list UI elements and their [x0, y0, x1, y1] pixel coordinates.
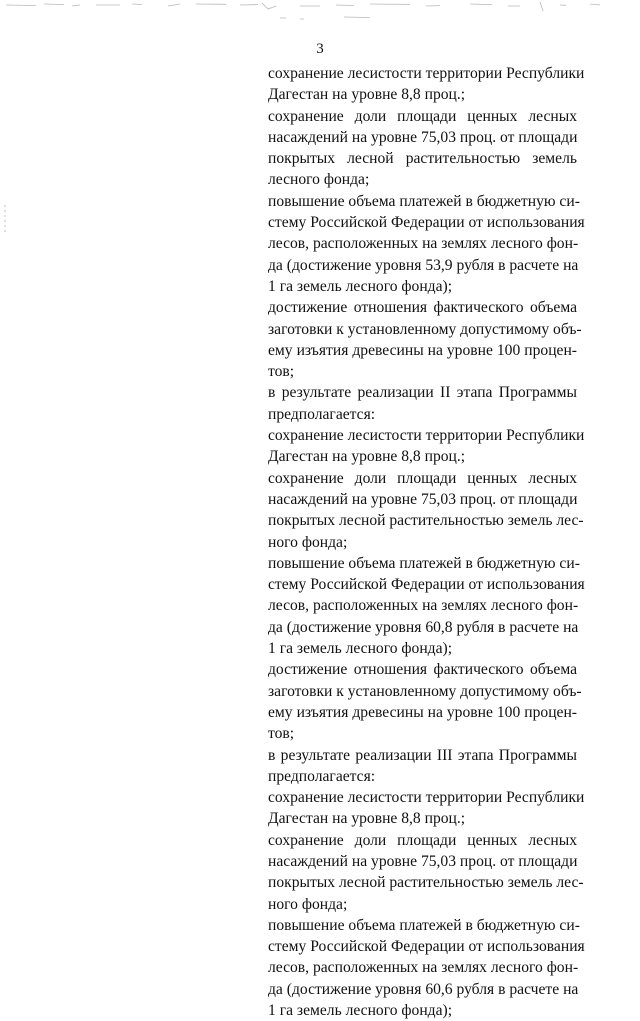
text-line: лесов, расположенных на землях лесного фон- — [268, 597, 579, 615]
text-line: да (достижение уровня 53,9 рубля в расчете на — [268, 256, 579, 274]
text-line: ного фонда; — [268, 895, 348, 913]
scan-artifacts-top — [0, 0, 640, 30]
text-line: сохранение доли площади ценных лесных — [268, 831, 577, 849]
text-line: покрытых лесной растительностью земель — [268, 150, 577, 168]
text-line: Дагестан на уровне 8,8 проц.; — [268, 448, 466, 466]
text-line: сохранение доли площади ценных лесных — [268, 107, 577, 125]
scan-artifacts-margin — [2, 205, 8, 235]
page-number: 3 — [316, 41, 324, 57]
text-line: насаждений на уровне 75,03 проц. от площади — [268, 852, 578, 870]
text-line: заготовки к установленному допустимому объ- — [268, 320, 582, 338]
text-line: стему Российской Федерации от использования — [268, 576, 585, 594]
text-line: лесного фонда; — [268, 171, 370, 189]
text-line: достижение отношения фактического объема — [268, 661, 577, 679]
text-line: тов; — [268, 363, 295, 381]
text-line: 1 га земель лесного фонда); — [268, 277, 453, 295]
text-line: ему изъятия древесины на уровне 100 процен- — [268, 341, 577, 359]
text-line: покрытых лесной растительностью земель лес- — [268, 874, 584, 892]
text-line: ему изъятия древесины на уровне 100 процен- — [268, 703, 577, 721]
text-line: да (достижение уровня 60,8 рубля в расчете на — [268, 618, 579, 636]
text-line: сохранение лесистости территории Республики — [268, 789, 585, 807]
text-line: сохранение лесистости территории Республики — [268, 427, 585, 445]
text-line: в результате реализации II этапа Программы — [268, 384, 577, 402]
text-line: 1 га земель лесного фонда); — [268, 640, 453, 658]
text-line: лесов, расположенных на землях лесного фон- — [268, 235, 579, 253]
text-line: тов; — [268, 725, 295, 743]
text-line: повышение объема платежей в бюджетную си- — [268, 192, 580, 210]
text-line: лесов, расположенных на землях лесного фон- — [268, 959, 579, 977]
text-line: Дагестан на уровне 8,8 проц.; — [268, 86, 466, 104]
text-line: сохранение доли площади ценных лесных — [268, 469, 577, 487]
text-line: покрытых лесной растительностью земель лес- — [268, 512, 584, 530]
text-line: да (достижение уровня 60,6 рубля в расчете на — [268, 980, 579, 998]
text-line: насаждений на уровне 75,03 проц. от площади — [268, 490, 578, 508]
text-line: заготовки к установленному допустимому объ- — [268, 682, 582, 700]
text-line: в результате реализации III этапа Программы — [268, 746, 577, 764]
text-line: повышение объема платежей в бюджетную си- — [268, 916, 580, 934]
text-line: насаждений на уровне 75,03 проц. от площади — [268, 128, 578, 146]
text-line: сохранение лесистости территории Республики — [268, 65, 585, 82]
text-line: ного фонда; — [268, 533, 348, 551]
text-line: достижение отношения фактического объема — [268, 299, 577, 317]
text-line: предполагается: — [268, 405, 376, 423]
text-line: повышение объема платежей в бюджетную си- — [268, 554, 580, 572]
body-text — [268, 63, 585, 1021]
text-line: стему Российской Федерации от использования — [268, 214, 585, 232]
text-line: 1 га земель лесного фонда); — [268, 1002, 453, 1020]
text-line: предполагается: — [268, 767, 376, 785]
text-line: Дагестан на уровне 8,8 проц.; — [268, 810, 466, 828]
text-line: стему Российской Федерации от использования — [268, 938, 585, 956]
